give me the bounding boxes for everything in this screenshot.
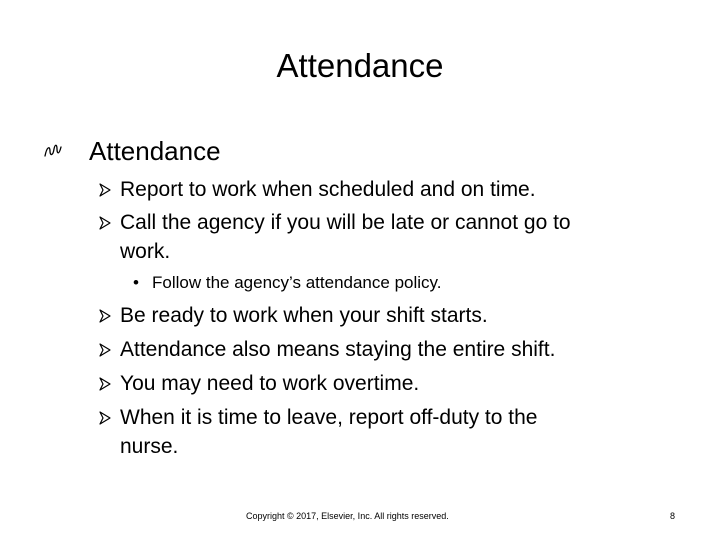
list-item-text: Attendance also means staying the entire shift. (120, 338, 556, 361)
arrow-bullet-icon (98, 216, 112, 230)
arrow-bullet-icon (98, 411, 112, 425)
list-item-text: Report to work when scheduled and on time. (120, 178, 536, 201)
slide-title: Attendance (276, 47, 444, 84)
list-item-text: Call the agency if you will be late or cannot go to work. (120, 211, 571, 263)
flourish-bullet-icon (44, 143, 62, 159)
sub-list-item-text: Follow the agency’s attendance policy. (152, 273, 442, 292)
list-item-text: You may need to work overtime. (120, 372, 420, 395)
dot-bullet-icon: • (133, 273, 139, 292)
arrow-bullet-icon (98, 343, 112, 357)
page-number: 8 (670, 511, 676, 521)
arrow-bullet-icon (98, 309, 112, 323)
arrow-bullet-icon (98, 377, 112, 391)
list-item-text: When it is time to leave, report off-duty to the nurse. (120, 406, 538, 458)
arrow-bullet-icon (98, 183, 112, 197)
main-bullet-text: Attendance (89, 136, 221, 166)
list-item-text: Be ready to work when your shift starts. (120, 304, 488, 327)
copyright-text: Copyright © 2017, Elsevier, Inc. All rights reserved. (246, 511, 449, 521)
